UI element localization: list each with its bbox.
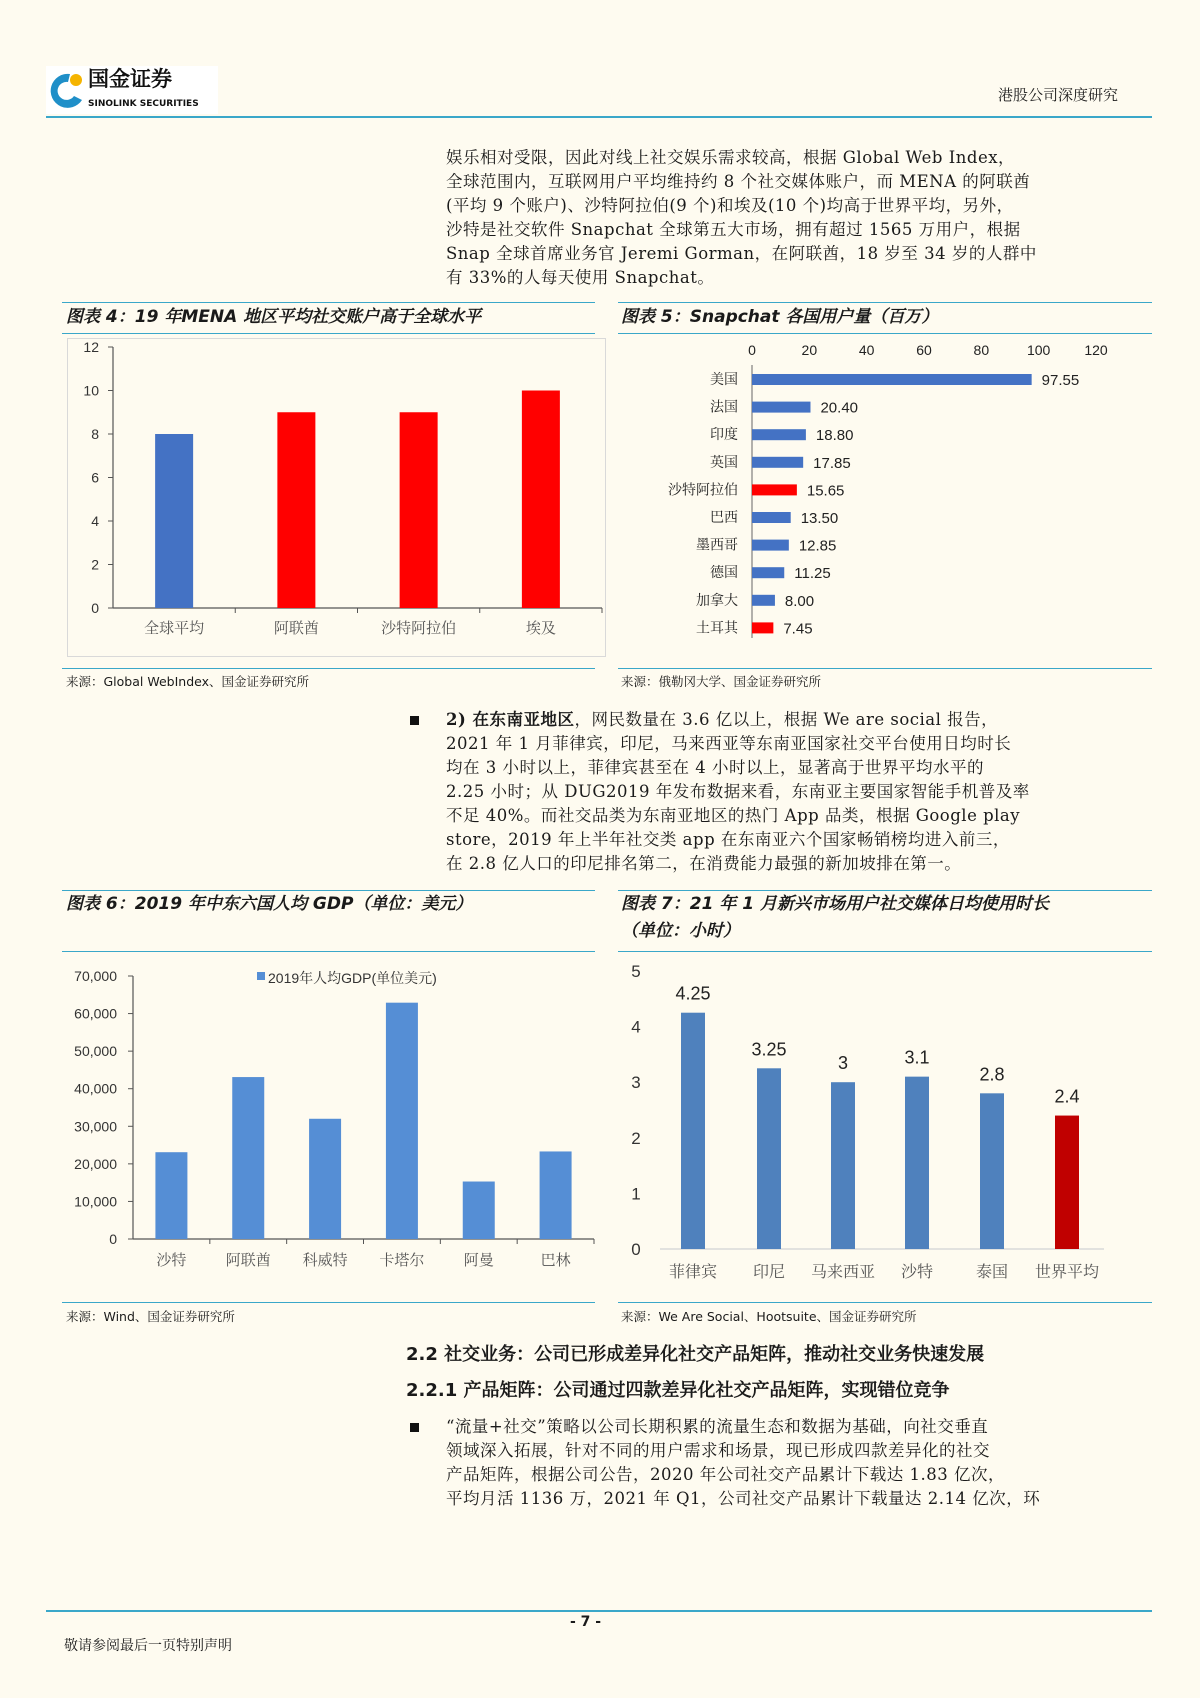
footer-disclaimer: 敬请参阅最后一页特别声明: [64, 1638, 232, 1654]
fig-rule: [618, 333, 1152, 334]
fig4-source: 来源：Global WebIndex、国金证券研究所: [66, 674, 310, 689]
fig5-x-tick-label: 100: [1026, 342, 1051, 358]
bullet-icon: [410, 1423, 419, 1432]
fig4-title: 图表 4：19 年MENA 地区平均社交账户高于全球水平: [66, 307, 482, 327]
fig-rule: [618, 668, 1152, 669]
fig4-x-tick-label: 埃及: [525, 620, 556, 637]
fig5-category-label: 加拿大: [696, 591, 738, 608]
fig-rule: [618, 1302, 1152, 1303]
fig4-y-tick-label: 12: [83, 339, 99, 355]
fig5-category-label: 法国: [710, 398, 738, 415]
text-line: 2021 年 1 月菲律宾，印尼，马来西亚等东南亚国家社交平台使用日均时长: [446, 734, 1012, 753]
fig-rule: [62, 668, 595, 669]
fig5-data-label: 8.00: [784, 592, 815, 610]
fig5-bar: [752, 429, 806, 440]
fig5-source: 来源：俄勒冈大学、国金证券研究所: [621, 674, 822, 689]
fig7-data-label: 3.1: [904, 1047, 930, 1068]
text-line: 产品矩阵，根据公司公告，2020 年公司社交产品累计下载达 1.83 亿次，: [446, 1465, 1005, 1484]
fig4-y-tick-label: 10: [83, 382, 99, 399]
fig-rule: [618, 302, 1152, 303]
fig7-data-label: 2.4: [1054, 1086, 1080, 1107]
fig5-data-label: 11.25: [794, 565, 831, 583]
fig-rule: [618, 951, 1152, 952]
fig6-y-tick-label: 20,000: [74, 1155, 117, 1172]
text-line: 均在 3 小时以上，菲律宾甚至在 4 小时以上，显著高于世界平均水平的: [446, 758, 984, 777]
fig4-y-tick-label: 0: [91, 600, 99, 616]
fig7-data-label: 3: [837, 1053, 849, 1074]
fig5-data-label: 15.65: [806, 482, 845, 500]
fig7-bar: [831, 1082, 855, 1249]
fig7-y-tick-label: 3: [631, 1073, 641, 1093]
fig4-chart-frame: [67, 338, 606, 657]
text-line: store，2019 年上半年社交类 app 在东南亚六个国家畅销榜均进入前三，: [446, 830, 1010, 849]
text-line: 沙特是社交软件 Snapchat 全球第五大市场，拥有超过 1565 万用户，根据: [446, 220, 1021, 239]
logo-mark-icon: [46, 68, 86, 112]
fig5-data-label: 18.80: [815, 427, 854, 445]
fig7-title-2: （单位：小时）: [621, 921, 740, 941]
fig6-legend-swatch: [257, 972, 265, 980]
para2-lead: 2) 在东南亚地区: [446, 710, 575, 729]
fig4-x-tick-label: 阿联酋: [273, 620, 319, 637]
text-line: [446, 710, 998, 730]
fig7-title-1: 图表 7：21 年 1 月新兴市场用户社交媒体日均使用时长: [621, 894, 1049, 914]
fig7-y-tick-label: 5: [631, 962, 641, 981]
fig7-bar: [681, 1013, 705, 1249]
fig6-y-tick-label: 60,000: [74, 1005, 117, 1022]
text-line: 领域深入拓展，针对不同的用户需求和场景，现已形成四款差异化的社交: [446, 1441, 990, 1460]
fig7-x-tick-label: 世界平均: [1034, 1264, 1100, 1281]
fig7-y-tick-label: 1: [631, 1184, 641, 1204]
logo-text-en: SINOLINK SECURITIES: [88, 99, 199, 109]
fig5-bar: [752, 402, 810, 413]
fig4-y-tick-label: 2: [91, 556, 99, 573]
fig7-data-label: 4.25: [675, 983, 711, 1004]
text-line: (平均 9 个账户)、沙特阿拉伯(9 个)和埃及(10 个)均高于世界平均，另外，: [446, 196, 1014, 215]
logo-text-cn: 国金证券: [88, 67, 172, 91]
fig7-bar: [905, 1077, 929, 1249]
fig6-legend-label: 2019年人均GDP(单位美元): [268, 970, 437, 986]
footer-rule: [46, 1610, 1152, 1612]
fig6-y-tick-label: 30,000: [74, 1118, 117, 1135]
logo: [46, 66, 218, 114]
fig6-bar: [309, 1119, 341, 1239]
fig5-data-label: 17.85: [813, 454, 851, 472]
fig5-x-tick-label: 40: [858, 342, 875, 358]
fig6-x-tick-label: 巴林: [540, 1252, 571, 1269]
fig5-category-label: 巴西: [710, 509, 738, 525]
fig5-data-label: 97.55: [1041, 372, 1080, 389]
fig5-bar: [752, 512, 791, 523]
fig5-category-label: 英国: [710, 453, 738, 470]
fig5-bar: [752, 595, 775, 606]
fig6-source: 来源：Wind、国金证券研究所: [66, 1309, 235, 1324]
fig5-x-tick-label: 120: [1084, 342, 1108, 358]
fig5-bar: [752, 484, 797, 495]
fig7-bar: [757, 1068, 781, 1249]
text-line: 娱乐相对受限，因此对线上社交娱乐需求较高，根据 Global Web Index，: [446, 148, 1016, 167]
fig7-source: 来源：We Are Social、Hootsuite、国金证券研究所: [621, 1309, 917, 1324]
fig5-x-tick-label: 80: [973, 342, 990, 358]
section-heading: 2.2 社交业务：公司已形成差异化社交产品矩阵，推动社交业务快速发展: [406, 1344, 985, 1365]
header-section: 港股公司深度研究: [998, 86, 1119, 104]
fig6-x-tick-label: 卡塔尔: [379, 1252, 425, 1269]
header-rule: [46, 116, 1152, 118]
fig7-data-label: 3.25: [751, 1039, 787, 1060]
fig5-data-label: 7.45: [783, 620, 813, 638]
fig5-category-label: 土耳其: [696, 619, 738, 636]
fig6-y-tick-label: 10,000: [74, 1193, 117, 1210]
fig-rule: [62, 1302, 595, 1303]
fig7-x-tick-label: 菲律宾: [668, 1264, 718, 1281]
fig7-bar: [1055, 1116, 1079, 1249]
fig4-x-tick-label: 全球平均: [144, 620, 205, 637]
fig5-category-label: 墨西哥: [696, 536, 738, 553]
fig5-category-label: 印度: [710, 426, 738, 443]
page-number: - 7 -: [570, 1614, 602, 1630]
fig-rule: [62, 302, 595, 303]
fig6-x-tick-label: 科威特: [302, 1252, 348, 1269]
fig7-x-tick-label: 泰国: [975, 1264, 1009, 1281]
fig6-y-tick-label: 50,000: [74, 1043, 117, 1060]
fig6-bar: [386, 1003, 418, 1239]
fig5-x-tick-label: 20: [801, 342, 818, 358]
fig6-bar: [540, 1151, 572, 1239]
fig6-title: 图表 6：2019 年中东六国人均 GDP（单位：美元）: [66, 894, 473, 914]
fig7-x-tick-label: 马来西亚: [810, 1264, 876, 1281]
fig6-x-tick-label: 阿联酋: [225, 1252, 271, 1269]
fig-rule: [618, 890, 1152, 891]
fig5-bar: [752, 567, 784, 578]
fig5-bar: [752, 457, 803, 468]
fig7-x-tick-label: 沙特: [900, 1264, 934, 1281]
fig6-x-tick-label: 沙特: [156, 1252, 187, 1269]
fig5-x-tick-label: 0: [748, 342, 756, 358]
text-line: 不足 40%。而社交品类为东南亚地区的热门 App 品类，根据 Google play: [446, 806, 1021, 825]
fig-rule: [62, 890, 595, 891]
fig7-data-label: 2.8: [979, 1064, 1005, 1085]
fig5-category-label: 德国: [710, 564, 738, 581]
text-line: 有 33%的人每天使用 Snapchat。: [446, 268, 715, 287]
fig7-y-tick-label: 4: [631, 1017, 641, 1037]
text-line: 平均月活 1136 万，2021 年 Q1，公司社交产品累计下载量达 2.14 亿次，环: [446, 1489, 1041, 1508]
fig5-category-label: 沙特阿拉伯: [668, 481, 738, 498]
fig4-y-tick-label: 6: [91, 469, 99, 486]
fig6-bar: [463, 1182, 495, 1239]
fig6-y-tick-label: 70,000: [74, 968, 117, 984]
text-line: 全球范围内，互联网用户平均维持约 8 个社交媒体账户，而 MENA 的阿联酋: [446, 172, 1031, 191]
fig5-bar: [752, 540, 789, 551]
fig7-x-tick-label: 印尼: [752, 1264, 786, 1281]
fig6-y-tick-label: 40,000: [74, 1080, 117, 1097]
text-line: Snap 全球首席业务官 Jeremi Gorman，在阿联酋，18 岁至 34 岁的人群中: [446, 244, 1037, 263]
fig5-bar: [752, 622, 773, 633]
text-line: “流量+社交”策略以公司长期积累的流量生态和数据为基础，向社交垂直: [446, 1417, 989, 1436]
subsection-heading: 2.2.1 产品矩阵：公司通过四款差异化社交产品矩阵，实现错位竞争: [406, 1380, 950, 1401]
fig6-bar: [155, 1152, 187, 1239]
fig5-category-label: 美国: [710, 371, 738, 387]
fig4-y-tick-label: 8: [91, 426, 99, 442]
fig-rule: [62, 951, 595, 952]
fig7-y-tick-label: 0: [631, 1240, 641, 1259]
text-line: 2.25 小时；从 DUG2019 年发布数据来看，东南亚主要国家智能手机普及率: [446, 782, 1030, 801]
fig4-x-tick-label: 沙特阿拉伯: [381, 620, 457, 637]
fig6-bar: [232, 1077, 264, 1239]
fig-rule: [62, 333, 595, 334]
fig5-data-label: 20.40: [820, 399, 859, 417]
fig6-y-tick-label: 0: [109, 1231, 117, 1247]
bullet-icon: [410, 716, 419, 725]
fig5-data-label: 12.85: [798, 537, 837, 555]
fig7-y-tick-label: 2: [631, 1128, 641, 1148]
fig5-bar: [752, 374, 1032, 385]
fig7-bar: [980, 1093, 1004, 1249]
fig5-x-tick-label: 60: [916, 342, 932, 358]
para2-first: ，网民数量在 3.6 亿以上，根据 We are social 报告，: [574, 710, 999, 729]
fig5-title: 图表 5：Snapchat 各国用户量（百万）: [621, 307, 939, 327]
text-line: 在 2.8 亿人口的印尼排名第二，在消费能力最强的新加坡排在第一。: [446, 854, 962, 873]
fig4-y-tick-label: 4: [91, 513, 99, 529]
fig5-data-label: 13.50: [800, 510, 839, 527]
fig6-x-tick-label: 阿曼: [463, 1252, 494, 1269]
